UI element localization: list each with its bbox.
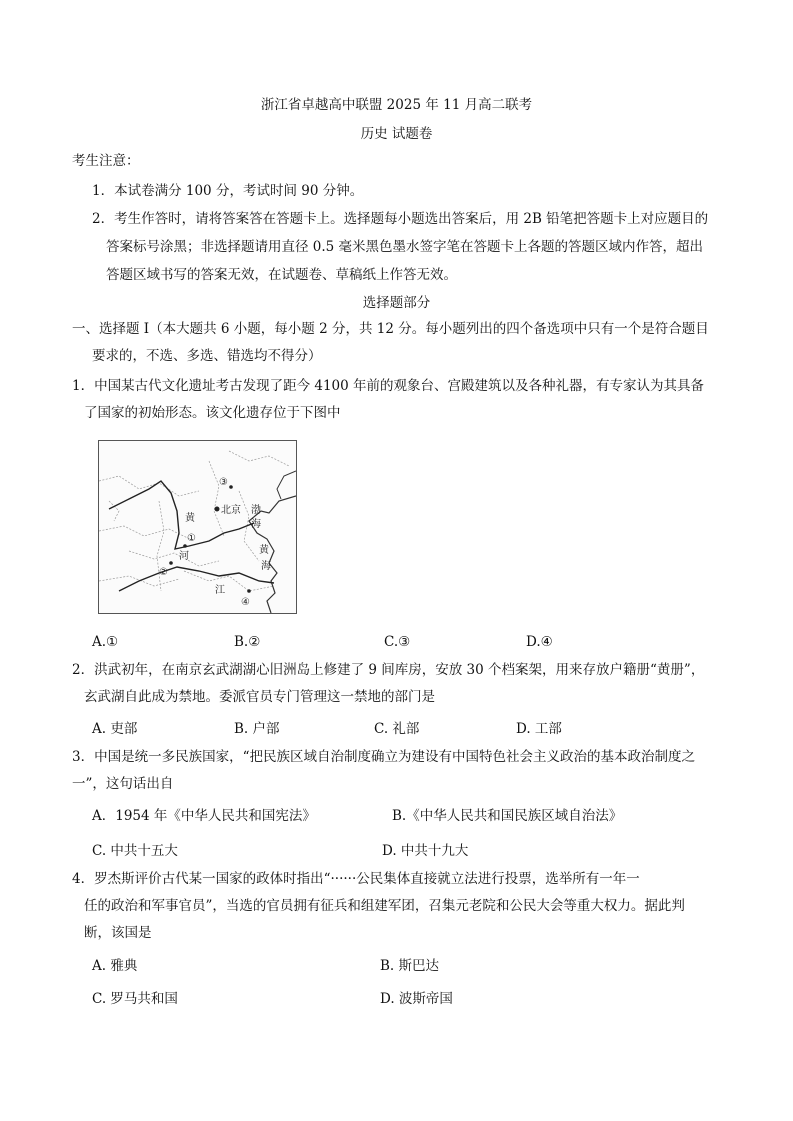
- q2-stem-line-2: 玄武湖自此成为禁地。委派官员专门管理这一禁地的部门是: [84, 689, 435, 705]
- section-intro-line-1: 一、选择题 I（本大题共 6 小题，每小题 2 分，共 12 分。每小题列出的四个备选项中只有一个是符合题目: [72, 321, 709, 337]
- q1-option-a[interactable]: A.①: [92, 634, 119, 650]
- q4-option-c[interactable]: C. 罗马共和国: [92, 991, 178, 1007]
- q2-option-b[interactable]: B. 户部: [234, 721, 280, 737]
- huanghai-label-2: 海: [261, 561, 271, 572]
- marker-2: ②: [159, 567, 168, 578]
- marker-4: ④: [241, 597, 250, 608]
- q3-stem-line-2: 一”，这句话出自: [72, 776, 174, 792]
- q3-stem-line-1: 3．中国是统一多民族国家，“把民族区域自治制度确立为建设有中国特色社会主义政治的基本政治制度之: [72, 749, 695, 765]
- river-label-he1: 黄: [185, 513, 195, 524]
- beijing-marker: [215, 507, 220, 512]
- exam-title: 浙江省卓越高中联盟 2025 年 11 月高二联考: [260, 97, 533, 113]
- q2-stem-line-1: 2．洪武初年，在南京玄武湖湖心旧洲岛上修建了 9 间库房，安放 30 个档案架，用来存放户籍册“黄册”，: [72, 662, 705, 678]
- marker-1: ①: [187, 533, 196, 544]
- bohai-label-1: 渤: [251, 505, 261, 516]
- marker-3: ③: [219, 477, 228, 488]
- jiang-label: 江: [215, 585, 225, 596]
- notice-heading: 考生注意：: [72, 153, 140, 169]
- beijing-label: 北京: [221, 505, 241, 516]
- section-intro-line-2: 要求的，不选、多选、错选均不得分）: [92, 348, 322, 364]
- q1-map: [98, 440, 297, 614]
- q2-option-a[interactable]: A. 吏部: [92, 721, 138, 737]
- q4-option-a[interactable]: A. 雅典: [92, 958, 138, 974]
- q1-stem-line-1: 1．中国某古代文化遗址考古发现了距今 4100 年前的观象台、宫殿建筑以及各种礼器，有专家认为其具备: [72, 378, 705, 394]
- q1-option-b[interactable]: B.②: [234, 634, 261, 650]
- q4-stem-line-1: 4．罗杰斯评价古代某一国家的政体时指出“······公民集体直接就立法进行投票，选举所有一年一: [72, 871, 640, 887]
- exam-subtitle: 历史 试题卷: [360, 126, 433, 142]
- huanghai-label-1: 黄: [259, 545, 269, 556]
- q4-option-b[interactable]: B. 斯巴达: [380, 958, 440, 974]
- q2-option-c[interactable]: C. 礼部: [374, 721, 420, 737]
- q4-stem-line-3: 断，该国是: [84, 925, 152, 941]
- q3-option-c[interactable]: C. 中共十五大: [92, 843, 178, 859]
- q1-stem-line-2: 了国家的初始形态。该文化遗存位于下图中: [84, 405, 341, 421]
- q3-option-d[interactable]: D. 中共十九大: [382, 843, 469, 859]
- q2-option-d[interactable]: D. 工部: [516, 721, 562, 737]
- notice-item-2-line-3: 答题区域书写的答案无效，在试题卷、草稿纸上作答无效。: [106, 267, 457, 283]
- notice-item-1: 1．本试卷满分 100 分，考试时间 90 分钟。: [92, 183, 364, 199]
- section-title: 选择题部分: [362, 295, 431, 311]
- river-label-he2: 河: [179, 551, 189, 562]
- q3-option-a[interactable]: A．1954 年《中华人民共和国宪法》: [92, 808, 316, 824]
- q1-option-c[interactable]: C.③: [384, 634, 411, 650]
- q4-option-d[interactable]: D. 波斯帝国: [380, 991, 453, 1007]
- map-svg: [99, 441, 296, 613]
- yangtze-river: [119, 567, 274, 591]
- notice-item-2-line-2: 答案标号涂黑；非选择题请用直径 0.5 毫米黑色墨水签字笔在答题卡上各题的答题区域内作答，超出: [106, 239, 704, 255]
- q1-option-d[interactable]: D.④: [526, 634, 553, 650]
- bohai-label-2: 海: [251, 519, 261, 530]
- q4-stem-line-2: 任的政治和军事官员”，当选的官员拥有征兵和组建军团，召集元老院和公民大会等重大权力。据此判: [84, 898, 685, 914]
- notice-item-2-line-1: 2．考生作答时，请将答案答在答题卡上。选择题每小题选出答案后，用 2B 铅笔把答题卡上对应题目的: [92, 211, 709, 227]
- q3-option-b[interactable]: B.《中华人民共和国民族区域自治法》: [392, 808, 623, 824]
